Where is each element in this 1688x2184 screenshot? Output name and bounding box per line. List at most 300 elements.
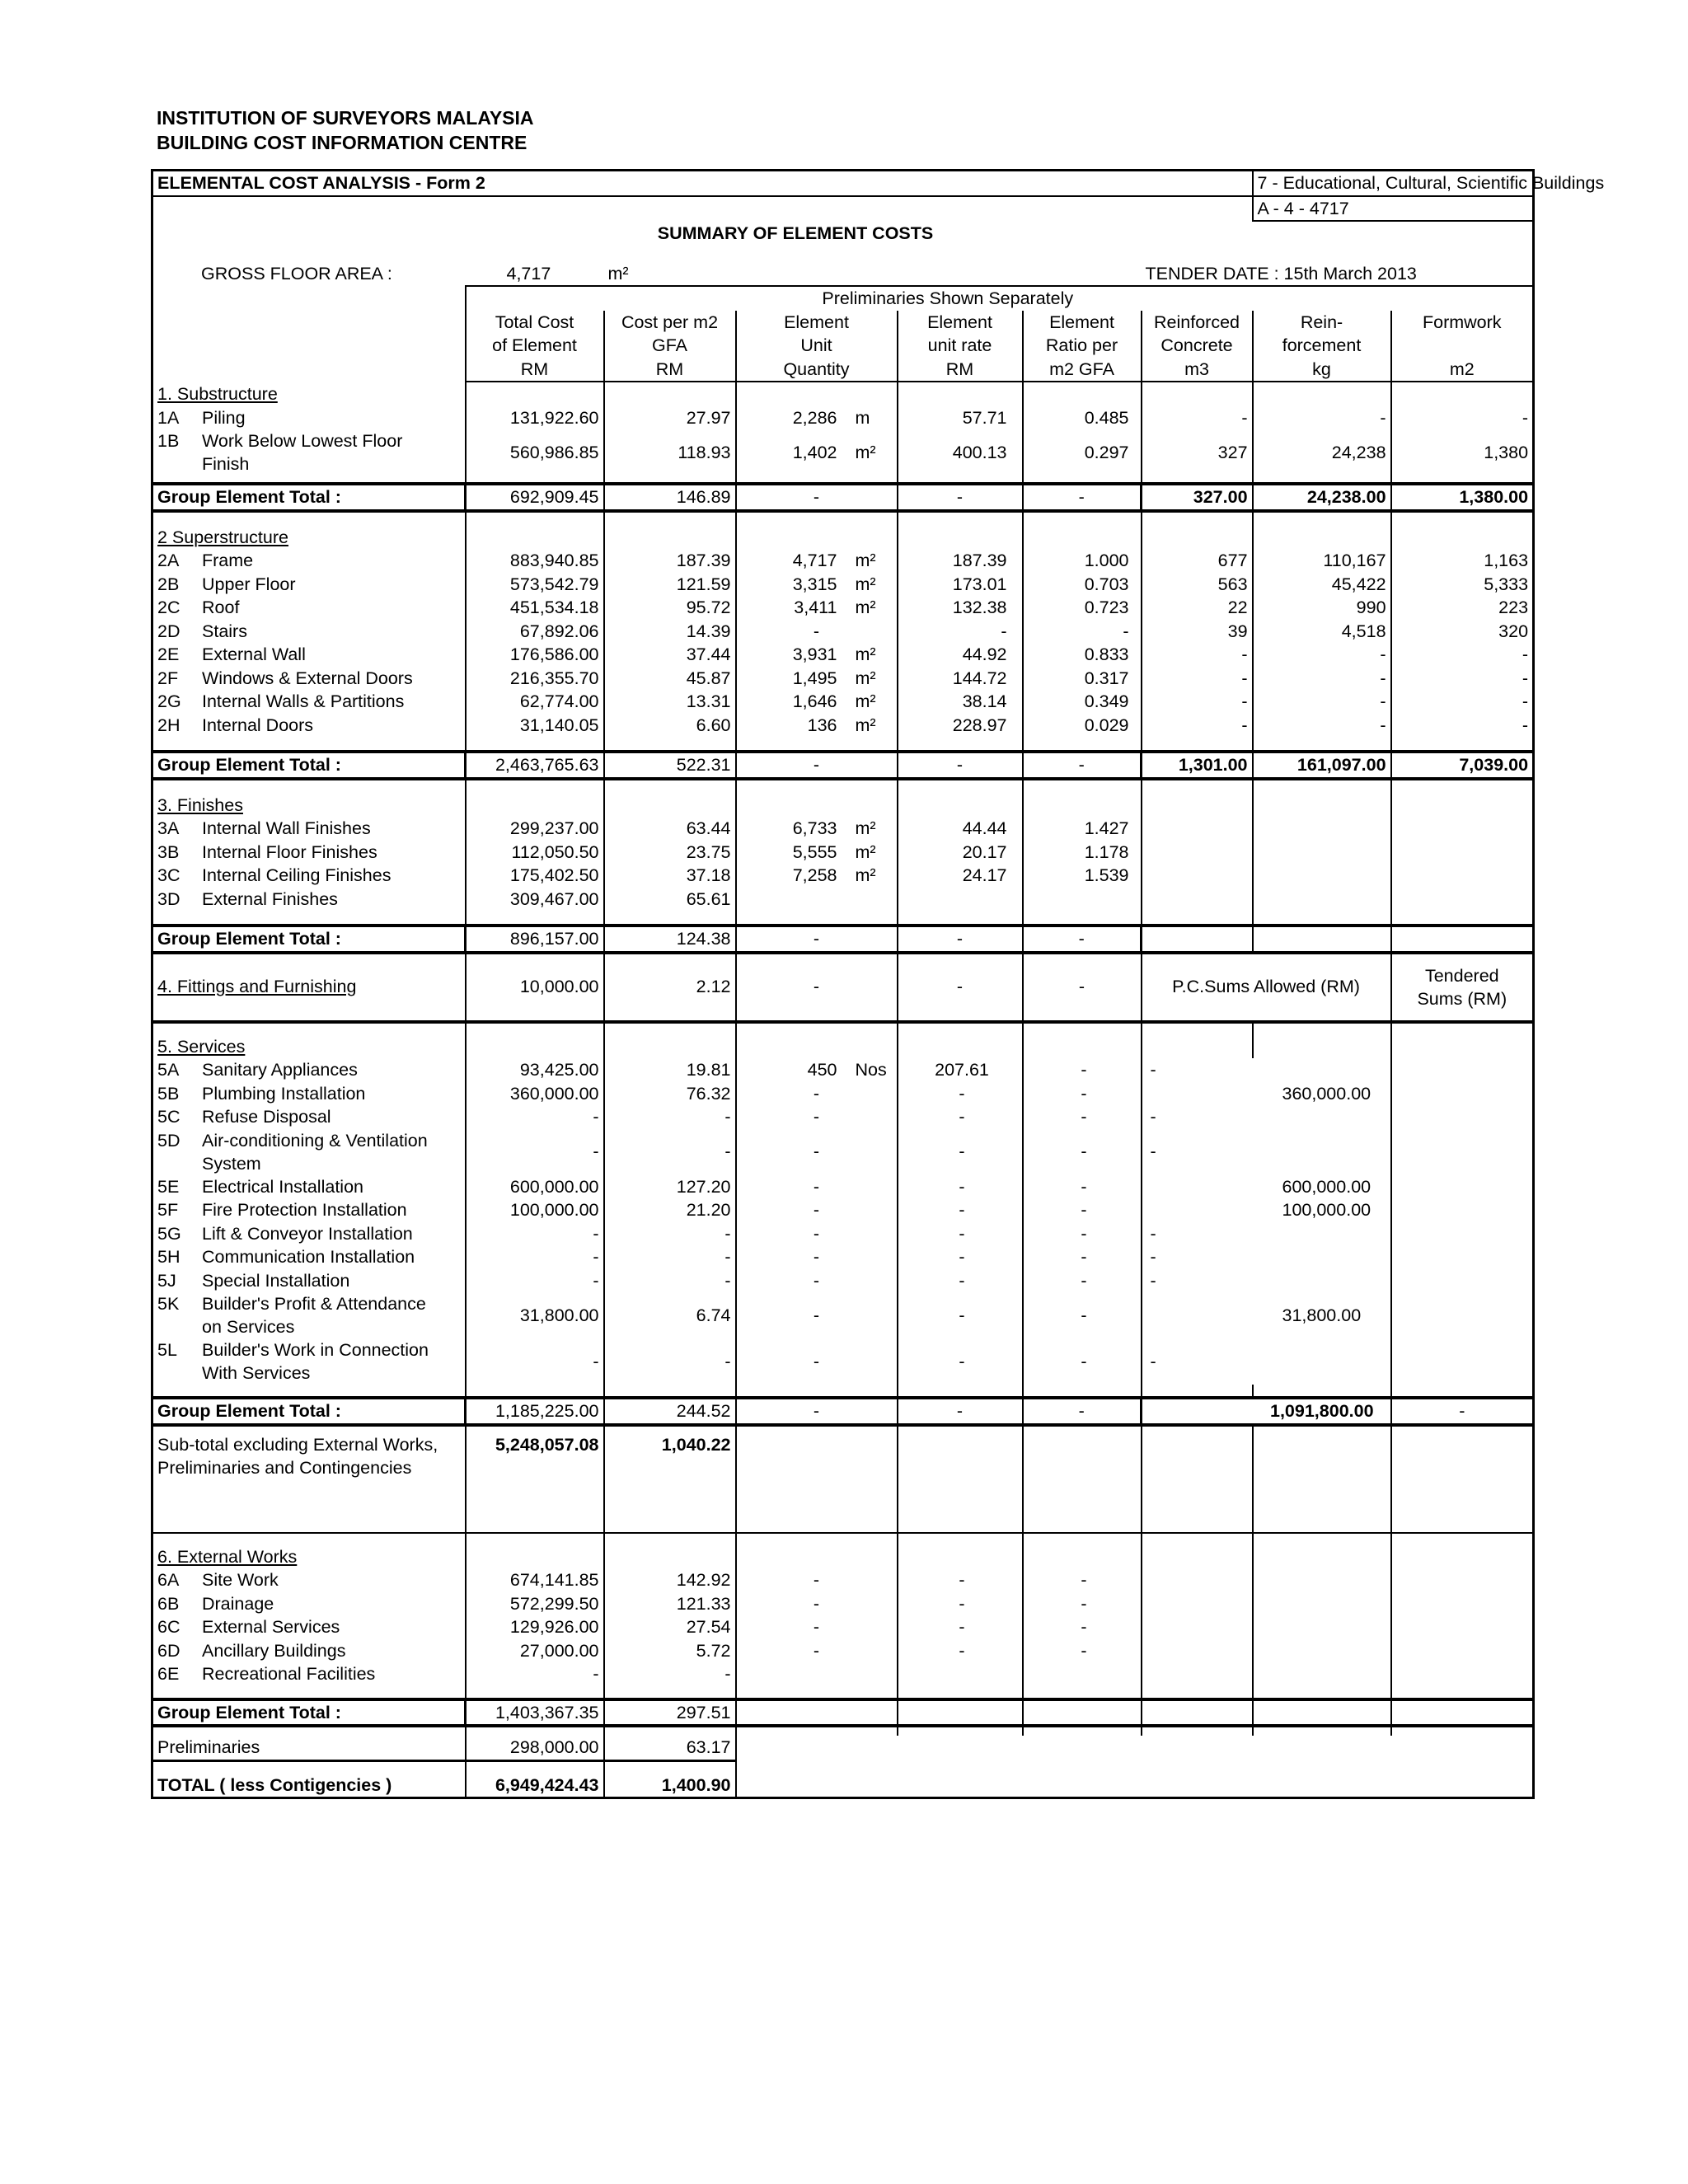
element-code: 2H: [157, 715, 181, 735]
element-label: Plumbing Installation: [202, 1083, 366, 1104]
ratio: -: [1023, 1338, 1142, 1385]
element-label: Special Installation: [202, 1270, 350, 1291]
col-header-cost-m2: RM: [604, 358, 736, 382]
reinforcement: 110,167: [1253, 549, 1391, 573]
group-total-rc: 327.00: [1142, 484, 1253, 511]
preliminaries-cost: 298,000.00: [466, 1736, 604, 1760]
element-code: 3A: [157, 818, 180, 838]
total-cost: 175,402.50: [466, 864, 604, 888]
total-cost: 27,000.00: [466, 1639, 604, 1663]
quantity-value: 4,717: [792, 551, 837, 570]
element-quantity: [736, 841, 898, 865]
group-total-ratio: -: [1023, 752, 1142, 779]
element-code: 5G: [157, 1223, 181, 1244]
element-quantity: [736, 1245, 898, 1269]
cost-per-m2: 45.87: [604, 667, 736, 691]
total-cost: 31,800.00: [466, 1292, 604, 1338]
col-header-reinf: forcement: [1253, 334, 1391, 358]
ratio: 0.485: [1023, 406, 1142, 430]
subtotal-m2: 1,040.22: [604, 1425, 736, 1533]
element-quantity: [736, 1292, 898, 1338]
cost-per-m2: 6.60: [604, 714, 736, 738]
ratio: -: [1023, 1175, 1142, 1199]
formwork: -: [1391, 643, 1534, 667]
element-label: Internal Ceiling Finishes: [202, 865, 392, 885]
formwork: -: [1391, 406, 1534, 430]
element-name: [152, 714, 466, 738]
cost-per-m2: 37.18: [604, 864, 736, 888]
ratio: -: [1023, 1592, 1142, 1616]
element-name: [152, 1222, 466, 1246]
unit-rate: 44.92: [898, 643, 1023, 667]
cost-per-m2: -: [604, 1222, 736, 1246]
cost-per-m2: 19.81: [604, 1058, 736, 1082]
element-name: [152, 1615, 466, 1639]
pc-sum: 360,000.00: [1142, 1082, 1391, 1106]
unit-rate: -: [898, 1269, 1023, 1293]
element-quantity: [736, 1058, 898, 1082]
ratio: -: [1023, 1129, 1142, 1175]
col-header-rc: Reinforced: [1142, 311, 1253, 335]
reinforced-concrete: -: [1142, 406, 1253, 430]
unit-rate: -: [898, 1292, 1023, 1338]
element-name: [152, 1292, 466, 1338]
preliminaries-note: Preliminaries Shown Separately: [466, 286, 1534, 311]
element-name: [152, 817, 466, 841]
institution-title: INSTITUTION OF SURVEYORS MALAYSIA: [157, 107, 534, 129]
quantity-value: -: [813, 1351, 820, 1371]
reinforcement: 990: [1253, 596, 1391, 620]
col-header-cost-m2: GFA: [604, 334, 736, 358]
element-label: Internal Walls & Partitions: [202, 691, 405, 711]
cost-table: [151, 169, 1605, 1799]
total-cost: 451,534.18: [466, 596, 604, 620]
unit-rate: 228.97: [898, 714, 1023, 738]
quantity-unit: m²: [855, 715, 876, 735]
total-cost: 216,355.70: [466, 667, 604, 691]
element-name: [152, 1082, 466, 1106]
pc-sum: 600,000.00: [1142, 1175, 1391, 1199]
col-header-formwork: Formwork: [1391, 311, 1534, 335]
quantity-unit: m²: [855, 818, 876, 838]
group-total-rc: 1,301.00: [1142, 752, 1253, 779]
element-code: 6B: [157, 1593, 180, 1614]
element-name: [152, 1639, 466, 1663]
total-cost: 67,892.06: [466, 620, 604, 644]
formwork: -: [1391, 714, 1534, 738]
group-total-reinf: 24,238.00: [1253, 484, 1391, 511]
total-cost: 131,922.60: [466, 406, 604, 430]
unit-rate: 38.14: [898, 690, 1023, 714]
element-label: External Services: [202, 1617, 340, 1637]
col-header-total-cost: of Element: [466, 334, 604, 358]
element-name: [152, 888, 466, 912]
ratio: -: [1023, 1198, 1142, 1222]
element-code: 5D: [157, 1130, 181, 1151]
element-name: [152, 1338, 466, 1385]
ratio: [1023, 1662, 1142, 1686]
element-name: [152, 1245, 466, 1269]
unit-rate: 57.71: [898, 406, 1023, 430]
cost-per-m2: 63.44: [604, 817, 736, 841]
cost-per-m2: -: [604, 1662, 736, 1686]
cost-per-m2: 13.31: [604, 690, 736, 714]
total-cost: 112,050.50: [466, 841, 604, 865]
element-label: External Wall: [202, 644, 306, 664]
element-label-cont: With Services: [202, 1363, 311, 1383]
unit-rate: 187.39: [898, 549, 1023, 573]
group-total-label: Group Element Total :: [152, 926, 466, 953]
quantity-value: 7,258: [792, 865, 837, 885]
ratio: -: [1023, 1269, 1142, 1293]
total-cost: 360,000.00: [466, 1082, 604, 1106]
element-quantity: [736, 429, 898, 476]
col-header-qty: Element: [736, 311, 898, 335]
group-total-fw: 1,380.00: [1391, 484, 1534, 511]
quantity-value: -: [813, 1640, 820, 1661]
group-total-rate: -: [898, 752, 1023, 779]
ratio: 0.317: [1023, 667, 1142, 691]
col-header-reinf: Rein-: [1253, 311, 1391, 335]
col-header-rate: RM: [898, 358, 1023, 382]
element-code: 5J: [157, 1270, 176, 1291]
col-header-rate: Element: [898, 311, 1023, 335]
element-code: 3B: [157, 841, 180, 862]
quantity-value: -: [813, 1141, 820, 1162]
group-total-m2: 297.51: [604, 1699, 736, 1727]
element-name: [152, 596, 466, 620]
col-header-reinf: kg: [1253, 358, 1391, 382]
total-cost: 31,140.05: [466, 714, 604, 738]
element-code: 5E: [157, 1176, 180, 1197]
unit-rate: -: [898, 1129, 1023, 1175]
quantity-value: 2,286: [792, 407, 837, 428]
col-header-formwork: m2: [1391, 358, 1534, 382]
element-code: 6E: [157, 1664, 180, 1684]
element-name: [152, 406, 466, 430]
total-cost: 129,926.00: [466, 1615, 604, 1639]
col-header-ratio: Ratio per: [1023, 334, 1142, 358]
element-quantity: [736, 1592, 898, 1616]
ratio: -: [1023, 1222, 1142, 1246]
centre-title: BUILDING COST INFORMATION CENTRE: [157, 132, 528, 153]
element-name: [152, 667, 466, 691]
element-code: 1A: [157, 407, 180, 428]
total-cost: 309,467.00: [466, 888, 604, 912]
quantity-value: -: [813, 1223, 820, 1244]
element-quantity: [736, 817, 898, 841]
unit-rate: 132.38: [898, 596, 1023, 620]
group-total-ratio: -: [1023, 484, 1142, 511]
group-total-ratio: -: [1023, 1398, 1142, 1425]
group-total-reinf: 161,097.00: [1253, 752, 1391, 779]
element-label: Internal Floor Finishes: [202, 841, 377, 862]
ratio: -: [1023, 1058, 1142, 1082]
element-code: 5C: [157, 1107, 181, 1127]
col-header-ratio: m2 GFA: [1023, 358, 1142, 382]
subtotal-label: [152, 1425, 466, 1533]
unit-rate: -: [898, 953, 1023, 1022]
pc-sum: -: [1142, 1338, 1391, 1385]
unit-rate: 44.44: [898, 817, 1023, 841]
total-cost: -: [466, 1222, 604, 1246]
grand-total-label: TOTAL ( less Contigencies ): [157, 1774, 392, 1795]
element-name: [152, 1662, 466, 1686]
cost-per-m2: 76.32: [604, 1082, 736, 1106]
group-total-m2: 124.38: [604, 926, 736, 953]
element-code: 3C: [157, 865, 181, 885]
ratio: -: [1023, 1292, 1142, 1338]
reinforcement: -: [1253, 714, 1391, 738]
unit-rate: 400.13: [898, 429, 1023, 476]
unit-rate: -: [898, 620, 1023, 644]
quantity-value: -: [813, 1593, 820, 1614]
section-title-finishes: 3. Finishes: [157, 794, 243, 815]
reinforced-concrete: 563: [1142, 573, 1253, 597]
total-cost: 560,986.85: [466, 429, 604, 476]
element-name: [152, 1568, 466, 1592]
element-quantity: [736, 1082, 898, 1106]
total-cost: -: [466, 1245, 604, 1269]
element-label: Stairs: [202, 621, 247, 641]
element-name: [152, 864, 466, 888]
element-label: Windows & External Doors: [202, 668, 413, 688]
formwork: -: [1391, 690, 1534, 714]
unit-rate: -: [898, 1105, 1023, 1129]
reference-number: A - 4 - 4717: [1253, 196, 1534, 222]
quantity-unit: m: [855, 407, 870, 428]
ratio: -: [1023, 620, 1142, 644]
cost-per-m2: 27.97: [604, 406, 736, 430]
quantity-value: -: [813, 1107, 820, 1127]
ratio: -: [1023, 1105, 1142, 1129]
cost-per-m2: 187.39: [604, 549, 736, 573]
element-label: Refuse Disposal: [202, 1107, 331, 1127]
ratio: -: [1023, 1615, 1142, 1639]
quantity-unit: m²: [855, 865, 876, 885]
subtotal-label-1: Sub-total excluding External Works,: [157, 1434, 438, 1455]
element-code: 5F: [157, 1200, 179, 1220]
col-header-total-cost: Total Cost: [466, 311, 604, 335]
reinforced-concrete: 39: [1142, 620, 1253, 644]
element-code: 1B: [157, 431, 180, 451]
cost-analysis-sheet: [151, 169, 1605, 1799]
element-quantity: [736, 573, 898, 597]
unit-rate: -: [898, 1198, 1023, 1222]
cost-per-m2: 127.20: [604, 1175, 736, 1199]
reinforcement: -: [1253, 690, 1391, 714]
element-code: 5L: [157, 1340, 177, 1360]
col-header-rate: unit rate: [898, 334, 1023, 358]
element-quantity: [736, 1639, 898, 1663]
ratio: -: [1023, 953, 1142, 1022]
pc-sum: -: [1142, 1269, 1391, 1293]
quantity-unit: m²: [855, 442, 876, 462]
col-header-rc: m3: [1142, 358, 1253, 382]
element-label: Piling: [202, 407, 246, 428]
element-name: [152, 620, 466, 644]
quantity-value: -: [813, 1570, 820, 1590]
element-label: Upper Floor: [202, 574, 296, 594]
element-code: 6A: [157, 1570, 180, 1590]
element-quantity: [736, 406, 898, 430]
cost-per-m2: 23.75: [604, 841, 736, 865]
quantity-unit: m²: [855, 598, 876, 617]
total-cost: 883,940.85: [466, 549, 604, 573]
element-code: 5B: [157, 1083, 180, 1104]
element-name: [152, 1269, 466, 1293]
cost-per-m2: -: [604, 1245, 736, 1269]
quantity-value: -: [813, 1176, 820, 1197]
group-total-cost: 692,909.45: [466, 484, 604, 511]
element-code: 2C: [157, 598, 181, 617]
group-total-qty: -: [736, 1398, 898, 1425]
group-total-pc: 1,091,800.00: [1142, 1398, 1391, 1425]
element-label: Lift & Conveyor Installation: [202, 1223, 413, 1244]
cost-per-m2: 21.20: [604, 1198, 736, 1222]
formwork: 1,163: [1391, 549, 1534, 573]
element-code: 2B: [157, 574, 180, 594]
total-cost: 10,000.00: [466, 953, 604, 1022]
element-code: 2E: [157, 644, 180, 664]
reinforcement: -: [1253, 643, 1391, 667]
group-total-m2: 244.52: [604, 1398, 736, 1425]
cost-per-m2: 6.74: [604, 1292, 736, 1338]
element-label: Communication Installation: [202, 1247, 415, 1267]
element-quantity: -: [736, 953, 898, 1022]
group-total-cost: 2,463,765.63: [466, 752, 604, 779]
gfa-unit: m²: [607, 263, 629, 284]
cost-per-m2: 5.72: [604, 1639, 736, 1663]
element-label: Drainage: [202, 1593, 274, 1614]
group-total-tendered: -: [1391, 1398, 1534, 1425]
reinforcement: -: [1253, 406, 1391, 430]
element-quantity: [736, 1568, 898, 1592]
gfa-value: 4,717: [506, 263, 551, 284]
element-quantity: [736, 1338, 898, 1385]
element-quantity: [736, 1615, 898, 1639]
cost-per-m2: 14.39: [604, 620, 736, 644]
reinforced-concrete: -: [1142, 690, 1253, 714]
reinforcement: 4,518: [1253, 620, 1391, 644]
ratio: 0.703: [1023, 573, 1142, 597]
element-code: 2A: [157, 551, 180, 570]
element-quantity: [736, 620, 898, 644]
col-header-rc: Concrete: [1142, 334, 1253, 358]
quantity-value: 6,733: [792, 818, 837, 838]
subtotal-label-2: Preliminaries and Contingencies: [157, 1457, 412, 1478]
element-name: [152, 1058, 466, 1082]
col-header-cost-m2: Cost per m2: [604, 311, 736, 335]
cost-per-m2: -: [604, 1338, 736, 1385]
total-cost: -: [466, 1662, 604, 1686]
section-title-external-works: 6. External Works: [157, 1546, 298, 1567]
element-label: Air-conditioning & Ventilation: [202, 1130, 428, 1151]
ratio: 0.723: [1023, 596, 1142, 620]
element-name: [152, 1175, 466, 1199]
quantity-value: -: [813, 1305, 820, 1325]
summary-title: SUMMARY OF ELEMENT COSTS: [657, 223, 934, 243]
group-total-rate: -: [898, 926, 1023, 953]
element-quantity: [736, 690, 898, 714]
total-cost: 600,000.00: [466, 1175, 604, 1199]
unit-rate: -: [898, 1568, 1023, 1592]
quantity-unit: m²: [855, 841, 876, 862]
quantity-value: -: [813, 1083, 820, 1104]
element-name: [152, 1129, 466, 1175]
quantity-value: -: [813, 1200, 820, 1220]
ratio: 0.297: [1023, 429, 1142, 476]
ratio: -: [1023, 1245, 1142, 1269]
quantity-unit: m²: [855, 644, 876, 664]
element-label: Sanitary Appliances: [202, 1060, 358, 1080]
group-total-cost: 1,185,225.00: [466, 1398, 604, 1425]
element-name: [152, 841, 466, 865]
quantity-unit: m²: [855, 668, 876, 688]
cost-per-m2: 65.61: [604, 888, 736, 912]
pc-sum: -: [1142, 1245, 1391, 1269]
ratio: [1023, 888, 1142, 912]
element-code: 5A: [157, 1060, 180, 1080]
element-quantity: [736, 1222, 898, 1246]
element-label: Roof: [202, 598, 240, 617]
element-name: [152, 643, 466, 667]
element-quantity: [736, 643, 898, 667]
total-cost: 299,237.00: [466, 817, 604, 841]
reinforced-concrete: -: [1142, 643, 1253, 667]
reinforced-concrete: 22: [1142, 596, 1253, 620]
element-code: 2G: [157, 691, 181, 711]
quantity-unit: m²: [855, 574, 876, 594]
cost-per-m2: 121.59: [604, 573, 736, 597]
reinforced-concrete: 677: [1142, 549, 1253, 573]
quantity-unit: m²: [855, 551, 876, 570]
preliminaries-label: Preliminaries: [152, 1736, 466, 1760]
grand-total-m2: 1,400.90: [604, 1774, 736, 1798]
quantity-value: 450: [807, 1060, 837, 1080]
col-header-ratio: Element: [1023, 311, 1142, 335]
reinforcement: 45,422: [1253, 573, 1391, 597]
cost-per-m2: -: [604, 1129, 736, 1175]
quantity-value: 3,315: [792, 574, 837, 594]
ratio: 1.539: [1023, 864, 1142, 888]
section-title-fittings: 4. Fittings and Furnishing: [152, 953, 466, 1022]
tendered-label-2: Sums (RM): [1417, 988, 1507, 1009]
group-total-cost: 1,403,367.35: [466, 1699, 604, 1727]
total-cost: 674,141.85: [466, 1568, 604, 1592]
element-quantity: [736, 1105, 898, 1129]
unit-rate: -: [898, 1222, 1023, 1246]
element-name: [152, 429, 466, 476]
element-code: 6C: [157, 1617, 181, 1637]
col-header-qty: Quantity: [736, 358, 898, 382]
group-total-qty: -: [736, 484, 898, 511]
element-name: [152, 1592, 466, 1616]
cost-per-m2: 37.44: [604, 643, 736, 667]
ratio: 0.833: [1023, 643, 1142, 667]
element-quantity: [736, 888, 898, 912]
reinforcement: -: [1253, 667, 1391, 691]
col-header-qty: Unit: [736, 334, 898, 358]
quantity-unit: m²: [855, 691, 876, 711]
ratio: -: [1023, 1568, 1142, 1592]
form-title: ELEMENTAL COST ANALYSIS - Form 2: [152, 171, 1253, 196]
element-label: Fire Protection Installation: [202, 1200, 407, 1220]
group-total-label: Group Element Total :: [152, 1699, 466, 1727]
element-quantity: [736, 1662, 898, 1686]
pc-sum: -: [1142, 1105, 1391, 1129]
element-label: Internal Wall Finishes: [202, 818, 371, 838]
